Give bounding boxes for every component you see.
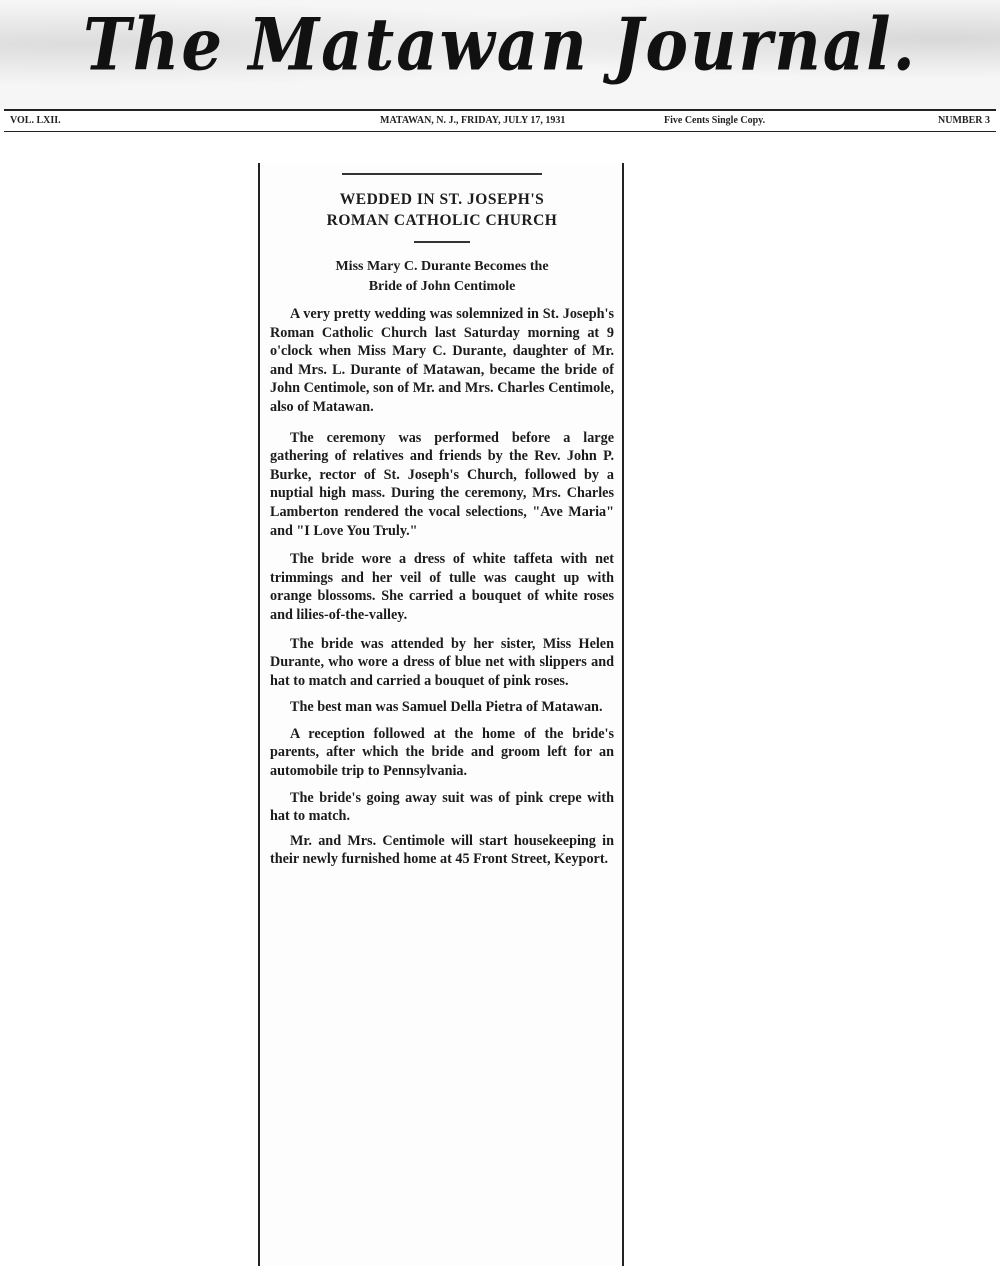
dateline-bar [8, 114, 992, 130]
paragraph-6: A reception followed at the home of the bride's parents, after which the bride and groom left for an automobile trip to Pennsylvania. [270, 725, 614, 780]
dateline: MATAWAN, N. J., FRIDAY, JULY 17, 1931 [380, 115, 566, 126]
subhead-line-1: Miss Mary C. Durante Becomes the [335, 259, 549, 274]
issue-number: NUMBER 3 [938, 115, 990, 126]
headline-line-2: ROMAN CATHOLIC CHURCH [326, 212, 558, 229]
paragraph-2: The ceremony was performed before a large gathering of relatives and friends by the Rev. John P. Burke, rector of St. Joseph's Church, followed by a nuptial high mass. During the ceremony, Mrs. Charles Lamberton rendered the vocal selections, "Ave Maria" and "I Love You Truly." [270, 429, 614, 539]
headline-divider [414, 241, 470, 243]
newspaper-title: The Matawan Journal. [83, 3, 917, 88]
headline-line-1: WEDDED IN ST. JOSEPH'S [339, 191, 545, 208]
masthead-rule-bottom [4, 131, 996, 132]
price-label: Five Cents Single Copy. [664, 115, 766, 126]
volume-label: VOL. LXII. [10, 115, 61, 126]
paragraph-4: The bride was attended by her sister, Miss Helen Durante, who wore a dress of blue net with slippers and hat to match and carried a bouquet of pink roses. [270, 635, 614, 689]
article-clipping [258, 163, 624, 1266]
paragraph-8: Mr. and Mrs. Centimole will start housekeeping in their newly furnished home at 45 Front Street, Keyport. [270, 832, 614, 868]
masthead-rule-top [4, 109, 996, 111]
subhead-line-2: Bride of John Centimole [368, 279, 516, 294]
paragraph-7: The bride's going away suit was of pink crepe with hat to match. [270, 789, 614, 825]
masthead [0, 0, 1000, 110]
paragraph-3: The bride wore a dress of white taffeta with net trimmings and her veil of tulle was caught up with orange blossoms. She carried a bouquet of white roses and lilies-of-the-valley. [270, 551, 614, 623]
paragraph-1: A very pretty wedding was solemnized in St. Joseph's Roman Catholic Church last Saturday morning at 9 o'clock when Miss Mary C. Durante, daughter of Mr. and Mrs. L. Durante of Matawan, became the bride of John Centimole, son of Mr. and Mrs. Charles Centimole, also of Matawan. [270, 306, 614, 415]
paragraph-5: The best man was Samuel Della Pietra of Matawan. [290, 699, 603, 716]
